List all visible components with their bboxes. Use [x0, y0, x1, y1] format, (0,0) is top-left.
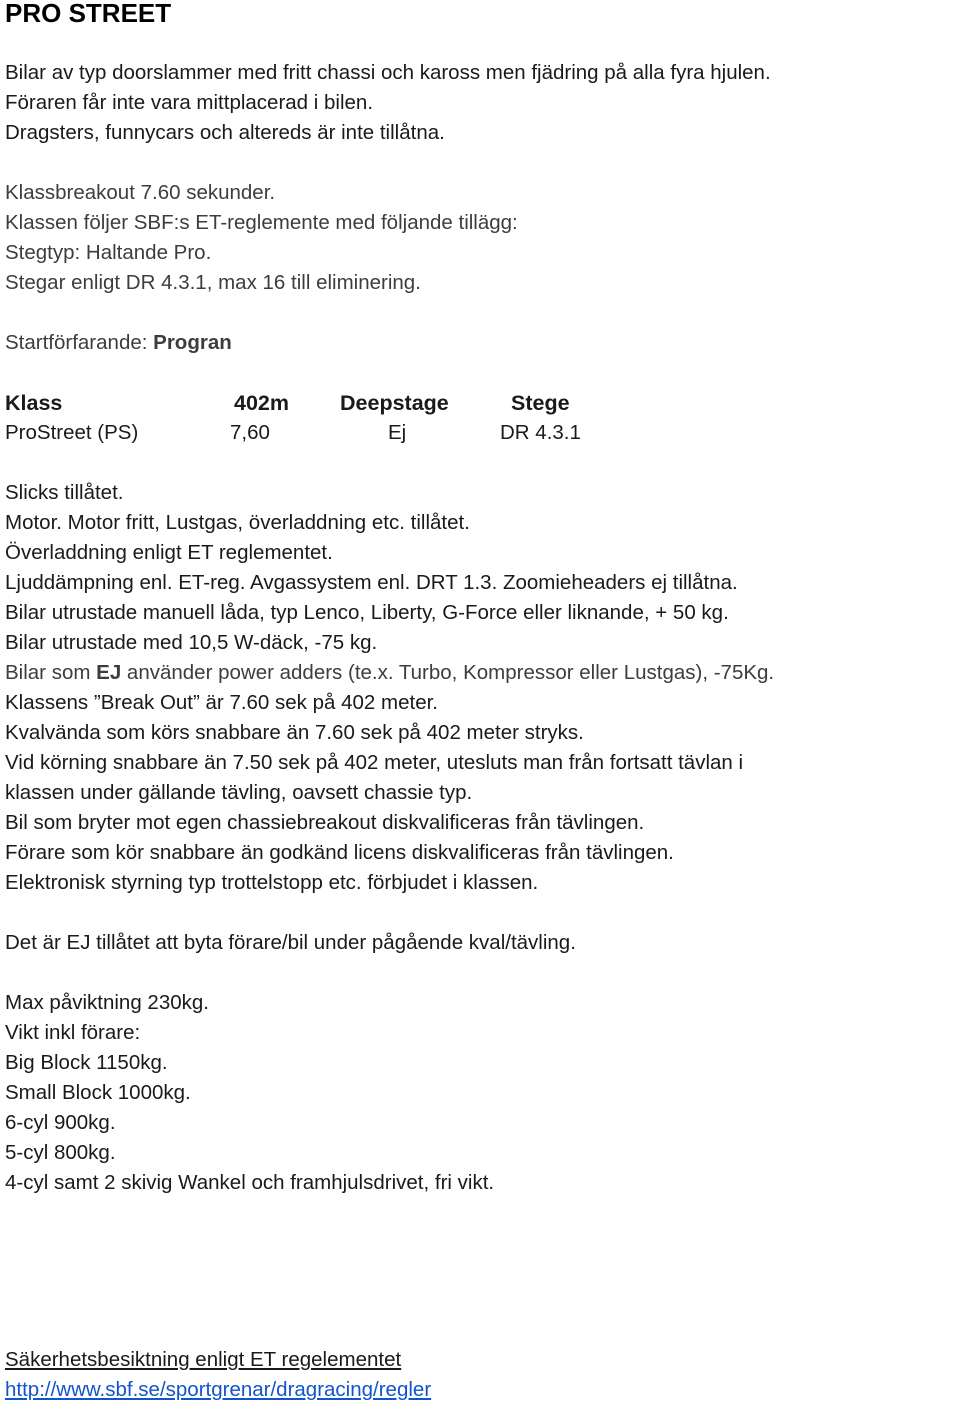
rule-text: Bilar som — [5, 661, 97, 684]
rule-line: Bilar utrustade med 10,5 W-däck, -75 kg. — [5, 631, 378, 654]
page-title: PRO STREET — [5, 0, 172, 28]
rule-line-power-adders — [5, 658, 774, 688]
rule-emphasis: EJ — [96, 661, 122, 684]
weight-line: 6-cyl 900kg. — [5, 1111, 116, 1134]
start-procedure-label: Startförfarande: — [5, 331, 154, 354]
class-table — [5, 388, 705, 448]
weight-line: Small Block 1000kg. — [5, 1081, 191, 1104]
table-cell: 7,60 — [230, 421, 270, 444]
intro-line: Dragsters, funnycars och altereds är inte tillåtna. — [5, 121, 445, 144]
weight-line: Vikt inkl förare: — [5, 1021, 141, 1044]
rules-link-line — [5, 1375, 431, 1405]
table-header-cell: 402m — [234, 391, 289, 415]
rule-line: Vid körning snabbare än 7.50 sek på 402 meter, utesluts man från fortsatt tävlan i — [5, 751, 744, 774]
table-cell: ProStreet (PS) — [5, 421, 139, 444]
rule-line: klassen under gällande tävling, oavsett chassie typ. — [5, 781, 473, 804]
start-procedure-value: Progran — [153, 331, 232, 354]
table-header-cell: Stege — [511, 391, 570, 415]
class-rule-line: Klassen följer SBF:s ET-reglemente med följande tillägg: — [5, 211, 518, 234]
rules-link[interactable]: http://www.sbf.se/sportgrenar/dragracing/regler — [5, 1378, 432, 1401]
rule-line: Slicks tillåtet. — [5, 481, 124, 504]
weight-line: Big Block 1150kg. — [5, 1051, 168, 1074]
safety-inspection-heading: Säkerhetsbesiktning enligt ET regelementet — [5, 1348, 402, 1371]
rule-line: Bilar utrustade manuell låda, typ Lenco, Liberty, G-Force eller liknande, + 50 kg. — [5, 601, 729, 624]
table-header-row — [5, 388, 705, 418]
rule-line: Ljuddämpning enl. ET-reg. Avgassystem enl. DRT 1.3. Zoomieheaders ej tillåtna. — [5, 571, 738, 594]
rule-line: Kvalvända som körs snabbare än 7.60 sek på 402 meter stryks. — [5, 721, 584, 744]
rule-line: Elektronisk styrning typ trottelstopp etc. förbjudet i klassen. — [5, 871, 539, 894]
class-rule-line: Klassbreakout 7.60 sekunder. — [5, 181, 276, 204]
rule-line: Förare som kör snabbare än godkänd licens diskvalificeras från tävlingen. — [5, 841, 674, 864]
table-cell: DR 4.3.1 — [500, 421, 581, 444]
weight-line: Max påviktning 230kg. — [5, 991, 209, 1014]
weight-line: 4-cyl samt 2 skivig Wankel och framhjulsdrivet, fri vikt. — [5, 1171, 495, 1194]
table-header-cell: Deepstage — [340, 391, 449, 415]
rule-line: Motor. Motor fritt, Lustgas, överladdning etc. tillåtet. — [5, 511, 470, 534]
start-procedure — [5, 328, 232, 358]
rule-line: Överladdning enligt ET reglementet. — [5, 541, 333, 564]
class-rule-line: Stegtyp: Haltande Pro. — [5, 241, 212, 264]
intro-line: Bilar av typ doorslammer med fritt chassi och kaross men fjädring på alla fyra hjulen. — [5, 61, 771, 84]
weight-line: 5-cyl 800kg. — [5, 1141, 116, 1164]
rule-line: Klassens ”Break Out” är 7.60 sek på 402 meter. — [5, 691, 438, 714]
rule-line: Bil som bryter mot egen chassiebreakout diskvalificeras från tävlingen. — [5, 811, 645, 834]
table-cell: Ej — [388, 421, 407, 444]
rule-text: använder power adders (te.x. Turbo, Kompressor eller Lustgas), -75Kg. — [121, 661, 775, 684]
class-rule-line: Stegar enligt DR 4.3.1, max 16 till eliminering. — [5, 271, 421, 294]
table-header-cell: Klass — [5, 391, 63, 415]
table-row — [5, 418, 705, 448]
driver-change-rule: Det är EJ tillåtet att byta förare/bil under pågående kval/tävling. — [5, 931, 576, 954]
intro-line: Föraren får inte vara mittplacerad i bilen. — [5, 91, 374, 114]
